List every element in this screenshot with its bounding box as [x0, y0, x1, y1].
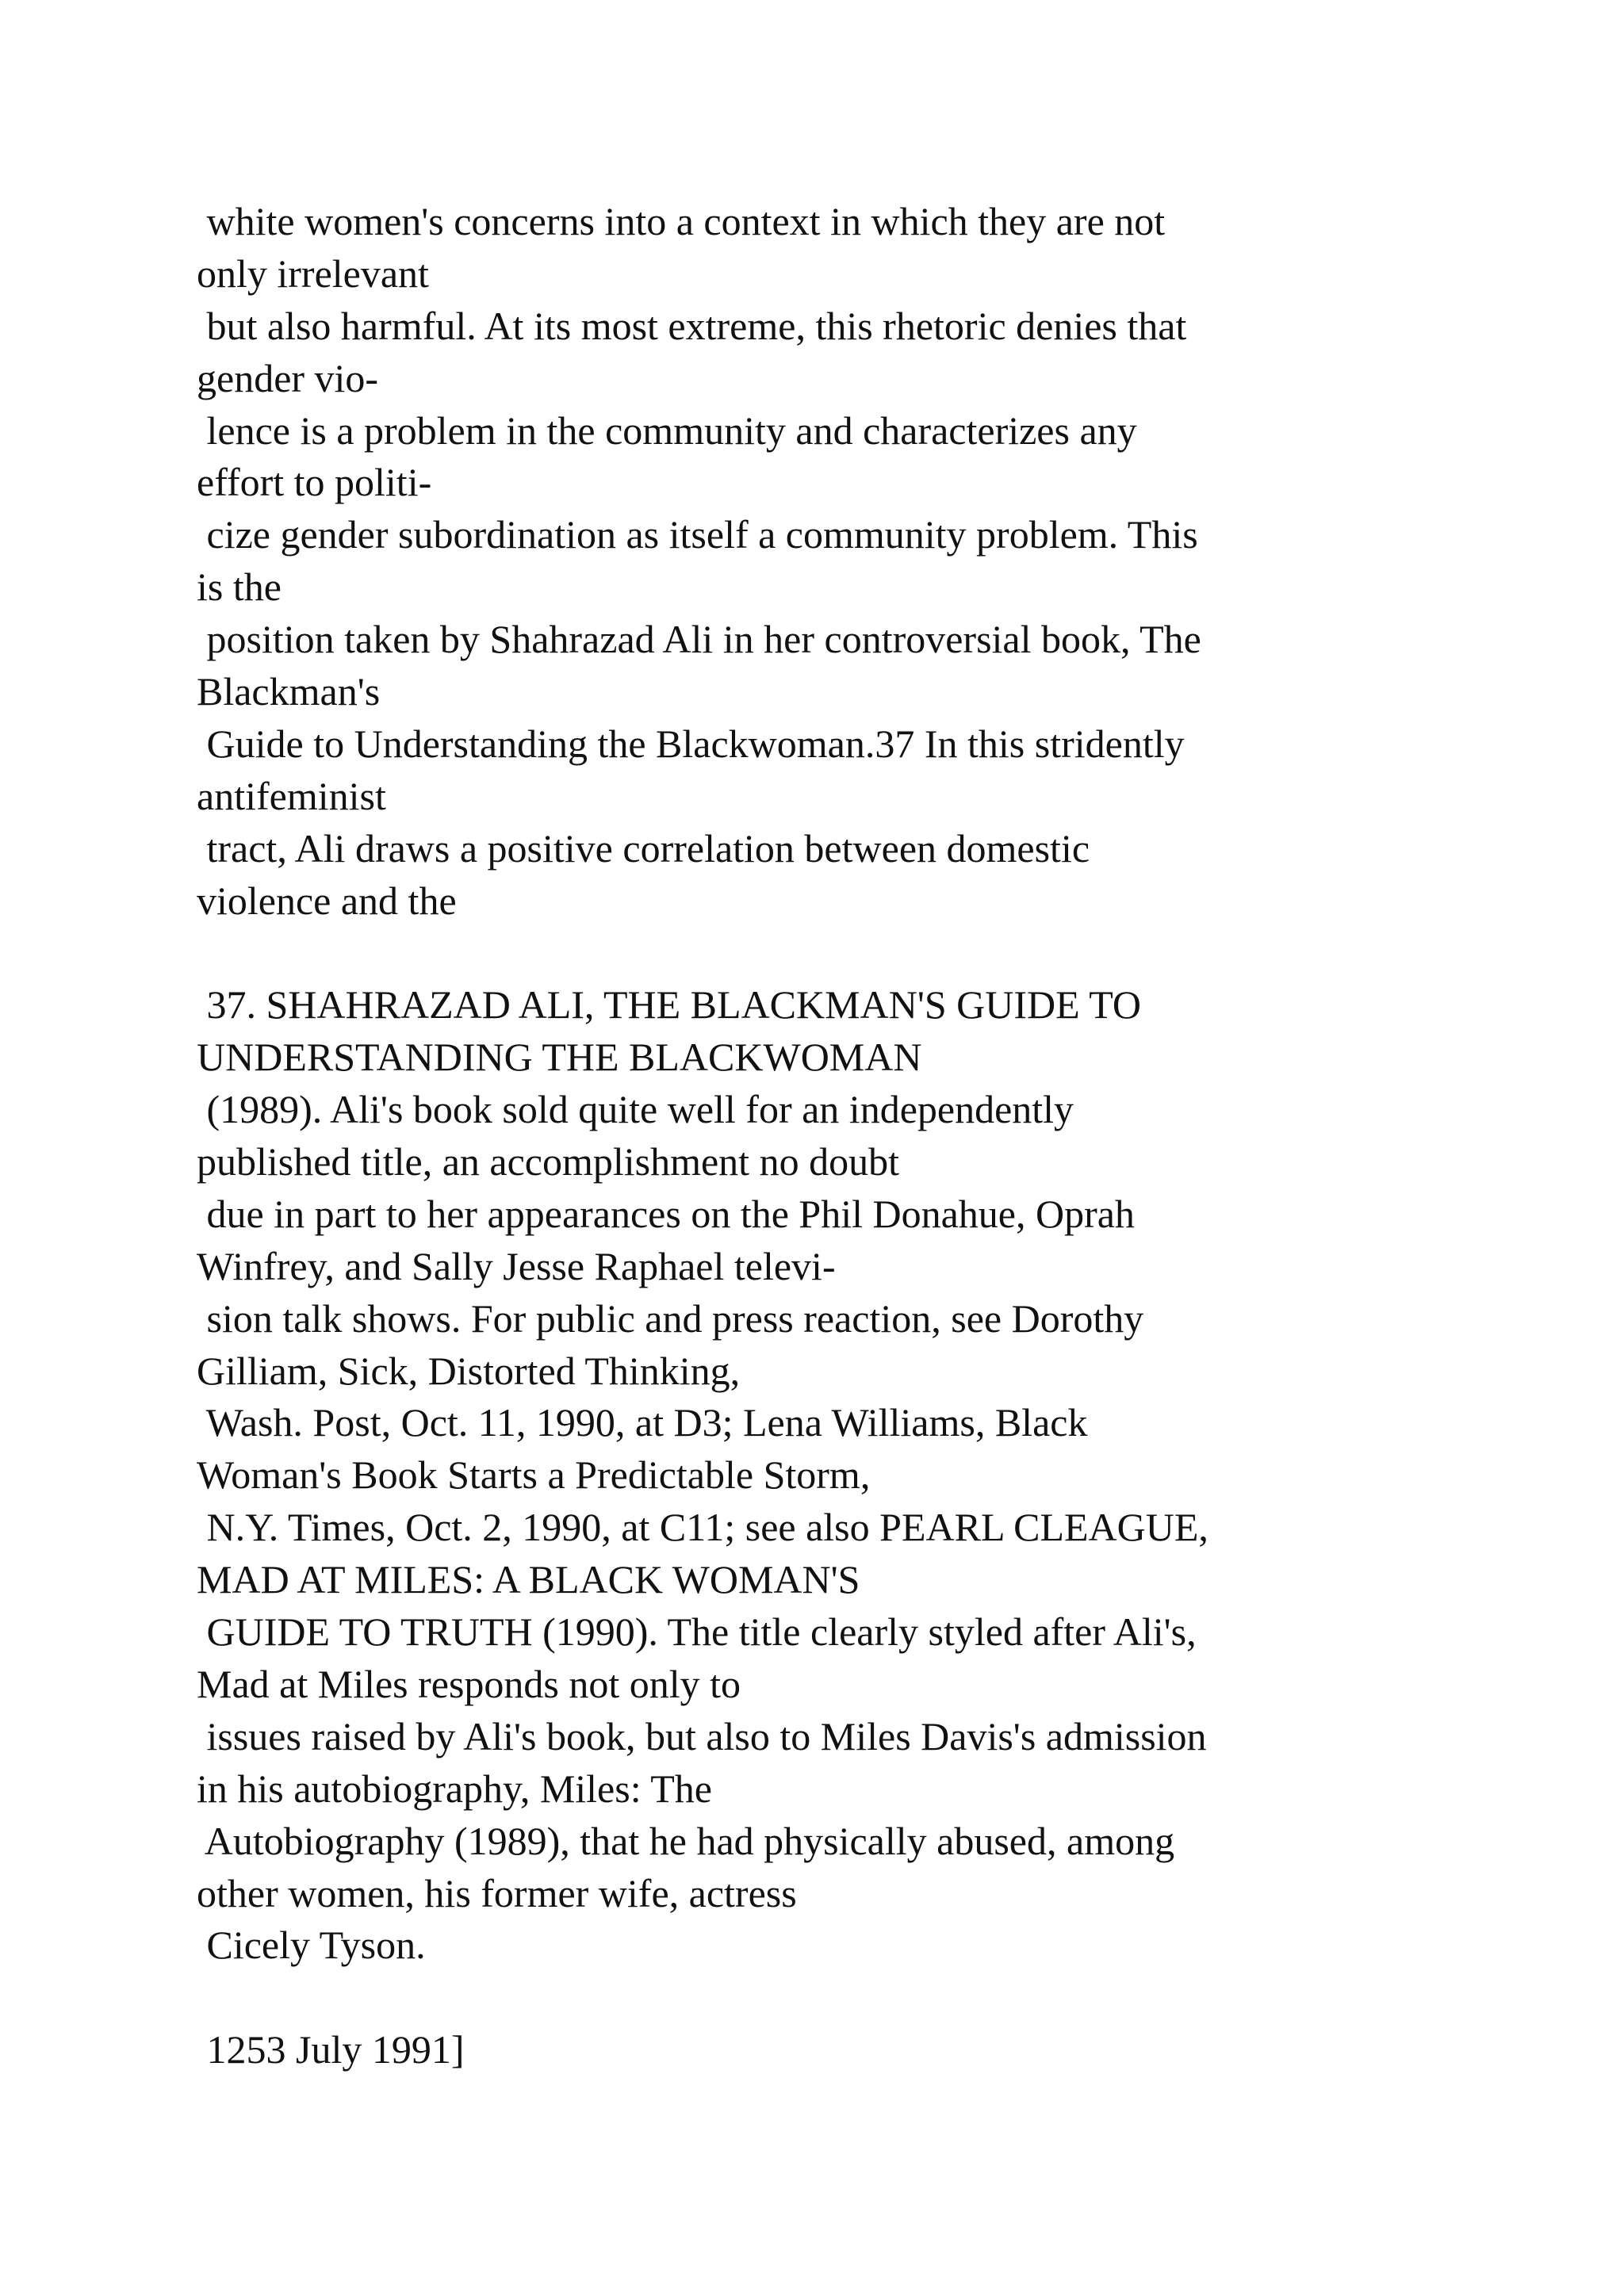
body-line: is the — [197, 564, 282, 610]
footnote-line: other women, his former wife, actress — [197, 1870, 797, 1915]
footnote-line: published title, an accomplishment no doubt — [197, 1139, 899, 1184]
footnote-line: UNDERSTANDING THE BLACKWOMAN — [197, 1035, 922, 1080]
body-line: only irrelevant — [197, 251, 429, 296]
footnote-37 — [197, 979, 1497, 1972]
footnote-line: 37. SHAHRAZAD ALI, THE BLACKMAN'S GUIDE TO — [197, 982, 1141, 1027]
footnote-line: Gilliam, Sick, Distorted Thinking, — [197, 1348, 741, 1393]
body-line: position taken by Shahrazad Ali in her controversial book, The — [197, 617, 1201, 662]
body-line: effort to politi- — [197, 460, 432, 505]
footnote-line: Cicely Tyson. — [197, 1923, 426, 1968]
footnote-line: issues raised by Ali's book, but also to Miles Davis's admission — [197, 1713, 1207, 1758]
body-line: white women's concerns into a context in which they are not — [197, 199, 1166, 243]
footnote-line: Mad at Miles responds not only to — [197, 1661, 741, 1706]
footnote-line: Woman's Book Starts a Predictable Storm, — [197, 1452, 871, 1498]
footnote-line: sion talk shows. For public and press reaction, see Dorothy — [197, 1295, 1144, 1341]
body-paragraph — [197, 196, 1497, 927]
body-line: antifeminist — [197, 773, 386, 818]
body-line: but also harmful. At its most extreme, this rhetoric denies that — [197, 303, 1187, 348]
blank-line — [197, 927, 1497, 979]
body-line: lence is a problem in the community and characterizes any — [197, 408, 1137, 453]
footnote-line: Autobiography (1989), that he had physically abused, among — [197, 1818, 1175, 1863]
footnote-line: N.Y. Times, Oct. 2, 1990, at C11; see also PEARL CLEAGUE, — [197, 1505, 1208, 1550]
footnote-line: Winfrey, and Sally Jesse Raphael televi- — [197, 1243, 836, 1288]
body-line: cize gender subordination as itself a community problem. This — [197, 512, 1198, 557]
body-line: gender vio- — [197, 355, 379, 400]
blank-line — [197, 1972, 1497, 2024]
body-line: violence and the — [197, 878, 457, 923]
footnote-line: MAD AT MILES: A BLACK WOMAN'S — [197, 1557, 860, 1602]
body-line: tract, Ali draws a positive correlation between domestic — [197, 825, 1090, 871]
body-line: Blackman's — [197, 669, 381, 714]
body-line: Guide to Understanding the Blackwoman.37 In this stridently — [197, 721, 1185, 766]
page-marker: 1253 July 1991] — [197, 2027, 465, 2072]
footnote-line: due in part to her appearances on the Phil Donahue, Oprah — [197, 1191, 1135, 1236]
text-block — [197, 196, 1497, 2076]
footnote-line: in his autobiography, Miles: The — [197, 1766, 712, 1811]
footnote-line: (1989). Ali's book sold quite well for an independently — [197, 1087, 1074, 1132]
footnote-line: GUIDE TO TRUTH (1990). The title clearly styled after Ali's, — [197, 1609, 1197, 1655]
footnote-line: Wash. Post, Oct. 11, 1990, at D3; Lena Williams, Black — [197, 1400, 1088, 1445]
